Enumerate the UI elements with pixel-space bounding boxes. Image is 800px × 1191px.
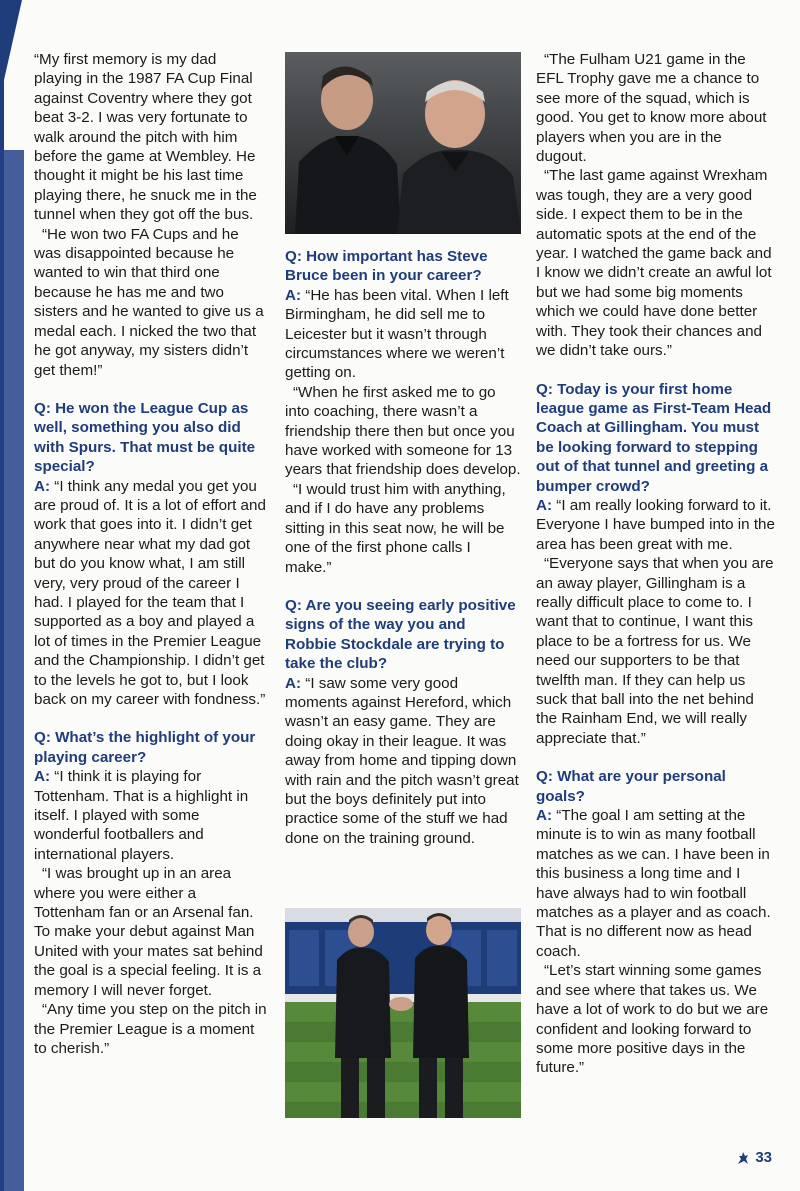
answer-text: “I think any medal you get you are proud of. It is a lot of effort and work that goes into it. I didn’t get anywhere near what my dad got but do you know what, I am still very, very proud of the career I had. I played for the team that I supported as a boy and played a lot of times in the Premier League and the Championship. I didn’t get to the levels he got to, but I look back on my career with fondness.”: [34, 477, 266, 708]
article-column-1: [34, 50, 268, 1058]
answer-label: A:: [34, 477, 51, 495]
paragraph: “I would trust him with anything, and if I do have any problems sitting in this seat now, he will be one of the first phone calls I make.”: [285, 480, 506, 576]
page-folio: [736, 1149, 772, 1166]
paragraph: “When he first asked me to go into coaching, there wasn’t a friendship there then but once you have worked with someone for 13 years that friendship does develop.: [285, 383, 521, 479]
answer-paragraph: [536, 496, 776, 554]
question-heading: Q: Are you seeing early positive signs of the way you and Robbie Stockdale are trying to take the club?: [285, 596, 516, 673]
answer-text: “I am really looking forward to it. Everyone I have bumped into in the area has been great with me.: [536, 496, 775, 553]
page-number: 33: [755, 1149, 772, 1166]
answer-paragraph: [34, 477, 268, 710]
answer-label: A:: [536, 496, 553, 514]
answer-paragraph: [285, 674, 521, 849]
article-column-3: [536, 50, 776, 1078]
paragraph: “The last game against Wrexham was tough, they are a very good side. I expect them to be in the automatic spots at the end of the year. I watched the game back and I know we didn’t create an awful lot but we had some big moments which we could have done better with. They took their chances and we didn’t take ours.”: [536, 167, 772, 360]
photo-handshake-pitch: [285, 908, 521, 1118]
answer-text: “I saw some very good moments against Hereford, which wasn’t an easy game. They are doing okay in their league. It was away from home and tipping down with rain and the pitch wasn’t great but the boys definitely put into practice some of the stuff we had done on the training ground.: [285, 674, 519, 847]
club-crest-icon: [736, 1150, 750, 1166]
paragraph: “He won two FA Cups and he was disappointed because he wanted to win that third one because he has me and two sisters and he wanted to give us a medal each. I nicked the two that he got anyway, my sisters didn’t get them!”: [34, 225, 264, 379]
answer-paragraph: [34, 767, 268, 864]
answer-text: “He has been vital. When I left Birmingham, he did sell me to Leicester but it wasn’t through circumstances where we weren’t getting on.: [285, 286, 509, 382]
question-heading: Q: What are your personal goals?: [536, 768, 726, 805]
question-heading: Q: He won the League Cup as well, something you also did with Spurs. That must be quite special?: [34, 399, 256, 476]
paragraph: “Everyone says that when you are an away player, Gillingham is a really difficult place to come to. I want that to continue, I want this place to be a fortress for us. We need our supporters to be that twelfth man. If they can help us suck that ball into the net behind the Rainham End, we will really appreciate that.”: [536, 555, 774, 747]
question-heading: Q: What’s the highlight of your playing career?: [34, 729, 256, 766]
photo-coaches-touchline: [285, 52, 521, 234]
page-edge-band: [0, 0, 30, 1191]
answer-paragraph: [536, 806, 776, 961]
answer-label: A:: [536, 807, 553, 825]
answer-label: A:: [34, 768, 51, 786]
article-column-2: [285, 247, 521, 848]
paragraph: “My first memory is my dad playing in the 1987 FA Cup Final against Coventry where they got beat 3-2. I was very fortunate to walk around the pitch with him before the game at Wembley. He thought it might be his last time playing there, he snuck me in the tunnel when they got off the bus.: [34, 51, 257, 224]
paragraph: “The Fulham U21 game in the EFL Trophy gave me a chance to see more of the squad, which is good. You get to know more about players when you are in the dugout.: [536, 51, 767, 166]
answer-label: A:: [285, 286, 302, 304]
paragraph: “I was brought up in an area where you were either a Tottenham fan or an Arsenal fan. To make your debut against Man United with your mates sat behind the goal is a special feeling. It is a memory I will never forget.: [34, 865, 263, 999]
paragraph: “Any time you step on the pitch in the Premier League is a moment to cherish.”: [34, 1001, 267, 1057]
answer-paragraph: [285, 286, 521, 383]
answer-text: “I think it is playing for Tottenham. That is a highlight in itself. I played with some wonderful footballers and international players.: [34, 768, 249, 863]
answer-text: “The goal I am setting at the minute is to win as many football matches as we can. I have been in this business a long time and I have always had to win football matches as a player and as coach. That is no different now as head coach.: [536, 807, 771, 960]
answer-label: A:: [285, 674, 302, 692]
question-heading: Q: Today is your first home league game as First-Team Head Coach at Gillingham. You must be looking forward to stepping out of that tunnel and greeting a bumper crowd?: [536, 380, 772, 495]
paragraph: “Let’s start winning some games and see where that takes us. We have a lot of work to do but we are confident and looking forward to some more positive days in the future.”: [536, 962, 769, 1077]
question-heading: Q: How important has Steve Bruce been in your career?: [285, 248, 488, 285]
